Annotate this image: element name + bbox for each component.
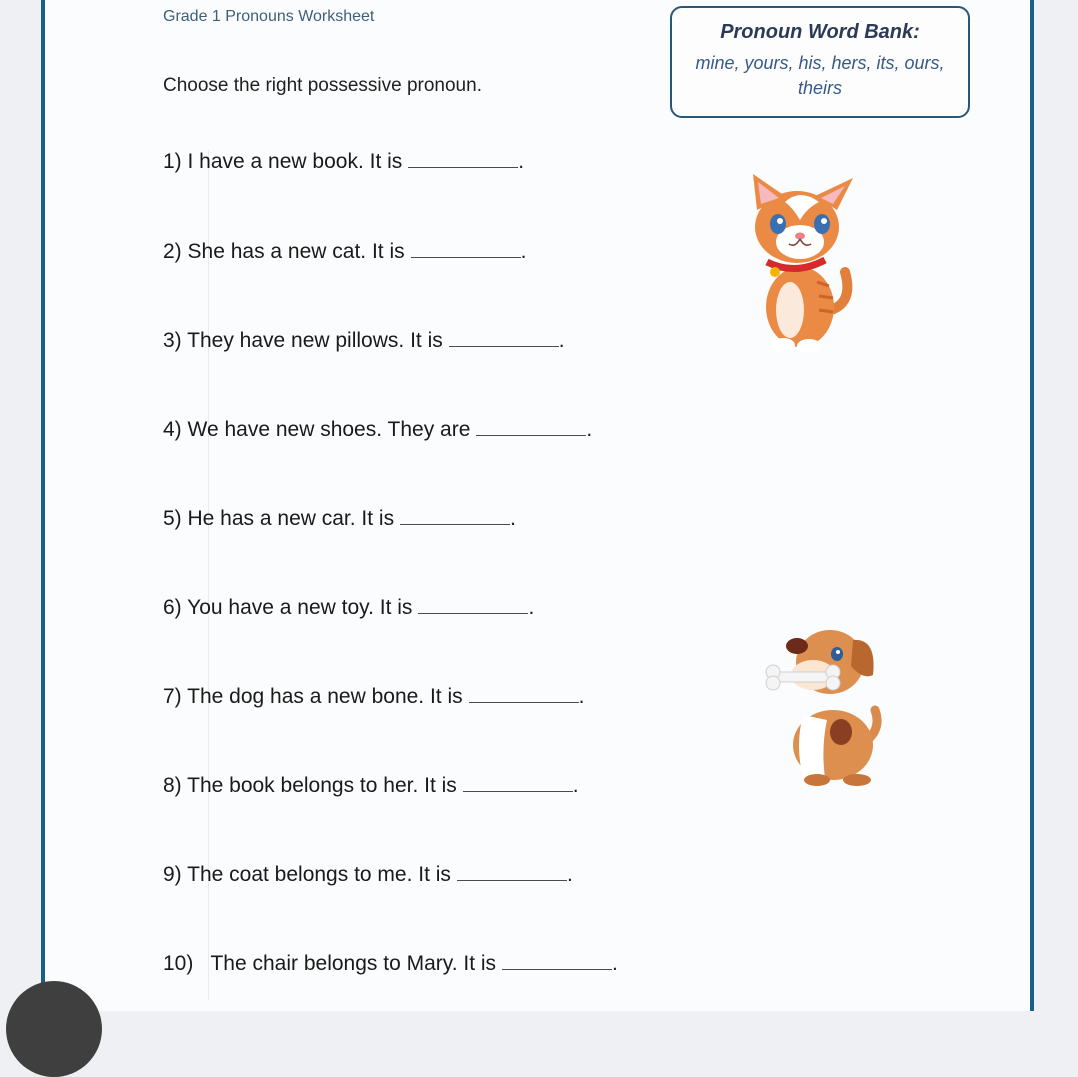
question-6 [163,596,534,620]
answer-blank[interactable] [411,241,521,258]
answer-blank[interactable] [502,953,612,970]
question-end: . [566,863,573,886]
question-1 [163,150,524,174]
answer-blank[interactable] [476,419,586,436]
answer-blank[interactable] [449,330,559,347]
question-end: . [612,952,618,975]
question-9 [163,863,573,887]
answer-blank[interactable] [400,508,510,525]
question-2 [163,240,526,264]
question-text: 6) You have a new toy. It is [163,596,413,619]
word-bank-box [670,6,970,118]
question-text: 1) I have a new book. It is [163,150,403,173]
word-bank-title: Pronoun Word Bank: [720,21,920,43]
dog-icon [725,620,895,790]
question-text: 5) He has a new car. It is [163,507,395,530]
question-text: 10) The chair belongs to Mary. It is [163,952,497,975]
worksheet-title: Grade 1 Pronouns Worksheet [163,8,375,25]
avatar[interactable] [6,981,102,1077]
cat-icon [745,172,855,357]
question-text: 4) We have new shoes. They are [163,418,471,441]
answer-blank[interactable] [418,597,528,614]
question-text: 8) The book belongs to her. It is [163,774,457,797]
question-end: . [558,329,565,352]
answer-blank[interactable] [463,775,573,792]
word-bank-words: mine, yours, his, hers, its, ours, theirs [695,53,945,98]
question-end: . [528,596,535,619]
question-end: . [510,507,516,530]
question-text: 7) The dog has a new bone. It is [163,685,463,708]
answer-blank[interactable] [408,151,518,168]
question-end: . [586,418,593,441]
question-7 [163,685,584,709]
answer-blank[interactable] [469,686,579,703]
question-10 [163,952,618,976]
question-8 [163,774,579,798]
question-end: . [578,685,585,708]
question-end: . [572,774,579,797]
question-text: 9) The coat belongs to me. It is [163,863,451,886]
worksheet-page [41,0,1034,1011]
answer-blank[interactable] [457,864,567,881]
question-5 [163,507,516,531]
question-3 [163,329,565,353]
question-text: 3) They have new pillows. It is [163,329,443,352]
worksheet-instruction: Choose the right possessive pronoun. [163,75,482,96]
question-end: . [520,240,527,263]
question-text: 2) She has a new cat. It is [163,240,405,263]
question-4 [163,418,592,442]
question-end: . [518,150,525,173]
